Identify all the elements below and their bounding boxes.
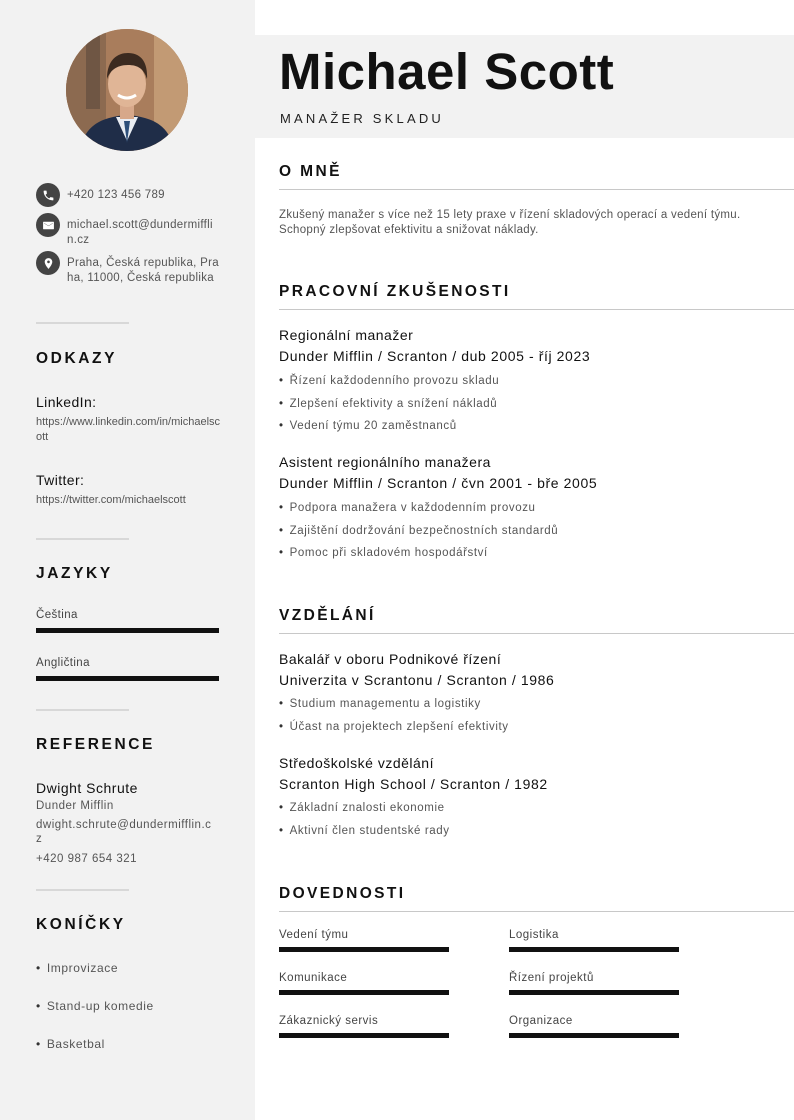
skill-name: Logistika bbox=[509, 929, 559, 941]
job-title: MANAŽER SKLADU bbox=[280, 111, 444, 126]
experience-title: Asistent regionálního manažera bbox=[279, 454, 491, 470]
contact-address bbox=[36, 251, 219, 286]
skill-name: Organizace bbox=[509, 1015, 573, 1027]
sidebar-divider bbox=[36, 322, 129, 324]
section-rule bbox=[279, 309, 794, 310]
education-subtitle: Univerzita v Scrantonu / Scranton / 1986 bbox=[279, 672, 555, 688]
phone-icon bbox=[36, 183, 60, 207]
reference-heading: REFERENCE bbox=[36, 736, 155, 753]
skill-name: Komunikace bbox=[279, 972, 348, 984]
language-level-bar bbox=[36, 676, 219, 681]
education-title: Bakalář v oboru Podnikové řízení bbox=[279, 651, 502, 667]
links-heading: ODKAZY bbox=[36, 350, 118, 367]
profile-photo bbox=[66, 29, 188, 151]
envelope-icon bbox=[36, 213, 60, 237]
experience-bullet: • Podpora manažera v každodenním provozu bbox=[279, 502, 536, 514]
contact-email-text[interactable]: michael.scott@dundermifflin.cz bbox=[67, 219, 213, 246]
language-level-bar bbox=[36, 628, 219, 633]
contact-email bbox=[36, 213, 219, 248]
bullet-text: Vedení týmu 20 zaměstnanců bbox=[289, 420, 457, 432]
linkedin-label: LinkedIn: bbox=[36, 394, 97, 410]
skill-level-bar bbox=[279, 947, 449, 952]
bullet-text: Pomoc při skladovém hospodářství bbox=[289, 547, 488, 559]
skill-name: Řízení projektů bbox=[509, 972, 594, 984]
about-text: Zkušený manažer s více než 15 lety praxe v řízení skladových operací a vedení týmu. Schopný zlepšovat efektivitu a snižovat náklady. bbox=[279, 209, 741, 236]
language-name: Angličtina bbox=[36, 657, 90, 669]
bullet-text: Účast na projektech zlepšení efektivity bbox=[289, 721, 509, 733]
skill-name: Vedení týmu bbox=[279, 929, 349, 941]
contact-phone bbox=[36, 183, 219, 207]
experience-heading: PRACOVNÍ ZKUŠENOSTI bbox=[279, 283, 511, 300]
about-heading: O MNĚ bbox=[279, 163, 342, 180]
sidebar-divider bbox=[36, 709, 129, 711]
skills-heading: DOVEDNOSTI bbox=[279, 885, 406, 902]
map-pin-icon bbox=[36, 251, 60, 275]
reference-name: Dwight Schrute bbox=[36, 780, 138, 796]
bullet-text: Základní znalosti ekonomie bbox=[289, 802, 445, 814]
bullet-text: Podpora manažera v každodenním provozu bbox=[289, 502, 536, 514]
experience-bullet: • Pomoc při skladovém hospodářství bbox=[279, 547, 488, 559]
bullet-text: Řízení každodenního provozu skladu bbox=[289, 375, 500, 387]
skill-level-bar bbox=[279, 1033, 449, 1038]
language-name: Čeština bbox=[36, 609, 78, 621]
reference-email[interactable]: dwight.schrute@dundermifflin.cz bbox=[36, 819, 212, 845]
contact-address-text: Praha, Česká republika, Praha, 11000, Česká republika bbox=[67, 257, 219, 284]
sidebar bbox=[0, 0, 255, 1120]
reference-company: Dunder Mifflin bbox=[36, 800, 114, 812]
education-bullet: • Základní znalosti ekonomie bbox=[279, 802, 445, 814]
education-title: Středoškolské vzdělání bbox=[279, 755, 434, 771]
reference-phone: +420 987 654 321 bbox=[36, 853, 138, 865]
experience-title: Regionální manažer bbox=[279, 327, 414, 343]
section-rule bbox=[279, 189, 794, 190]
twitter-url[interactable]: https://twitter.com/michaelscott bbox=[36, 494, 186, 506]
section-rule bbox=[279, 633, 794, 634]
profile-photo-illustration bbox=[66, 29, 188, 151]
skill-level-bar bbox=[509, 990, 679, 995]
hobby-label: Improvizace bbox=[46, 961, 119, 975]
section-rule bbox=[279, 911, 794, 912]
education-bullet: • Aktivní člen studentské rady bbox=[279, 825, 450, 837]
education-heading: VZDĚLÁNÍ bbox=[279, 607, 376, 624]
skill-level-bar bbox=[279, 990, 449, 995]
experience-subtitle: Dunder Mifflin / Scranton / čvn 2001 - bře 2005 bbox=[279, 475, 598, 491]
hobby-label: Stand-up komedie bbox=[46, 999, 154, 1013]
experience-subtitle: Dunder Mifflin / Scranton / dub 2005 - říj 2023 bbox=[279, 348, 591, 364]
skill-level-bar bbox=[509, 947, 679, 952]
experience-bullet: • Zajištění dodržování bezpečnostních standardů bbox=[279, 525, 559, 537]
hobby-item: • Basketbal bbox=[36, 1037, 105, 1051]
bullet-text: Zlepšení efektivity a snížení nákladů bbox=[289, 398, 498, 410]
hobby-item: • Improvizace bbox=[36, 961, 119, 975]
skill-level-bar bbox=[509, 1033, 679, 1038]
linkedin-url[interactable]: https://www.linkedin.com/in/michaelscott bbox=[36, 416, 221, 443]
hobbies-heading: KONÍČKY bbox=[36, 916, 126, 933]
sidebar-divider bbox=[36, 889, 129, 891]
bullet-text: Zajištění dodržování bezpečnostních standardů bbox=[289, 525, 559, 537]
experience-bullet: • Vedení týmu 20 zaměstnanců bbox=[279, 420, 457, 432]
hobby-item: • Stand-up komedie bbox=[36, 999, 154, 1013]
experience-bullet: • Řízení každodenního provozu skladu bbox=[279, 375, 500, 387]
bullet-text: Aktivní člen studentské rady bbox=[289, 825, 450, 837]
bullet-text: Studium managementu a logistiky bbox=[289, 698, 481, 710]
education-bullet: • Studium managementu a logistiky bbox=[279, 698, 481, 710]
contact-phone-text: +420 123 456 789 bbox=[67, 189, 165, 201]
twitter-label: Twitter: bbox=[36, 472, 85, 488]
education-bullet: • Účast na projektech zlepšení efektivity bbox=[279, 721, 509, 733]
person-name: Michael Scott bbox=[279, 43, 615, 100]
skill-name: Zákaznický servis bbox=[279, 1015, 379, 1027]
sidebar-divider bbox=[36, 538, 129, 540]
hobby-label: Basketbal bbox=[46, 1037, 105, 1051]
experience-bullet: • Zlepšení efektivity a snížení nákladů bbox=[279, 398, 498, 410]
education-subtitle: Scranton High School / Scranton / 1982 bbox=[279, 776, 548, 792]
languages-heading: JAZYKY bbox=[36, 565, 113, 582]
